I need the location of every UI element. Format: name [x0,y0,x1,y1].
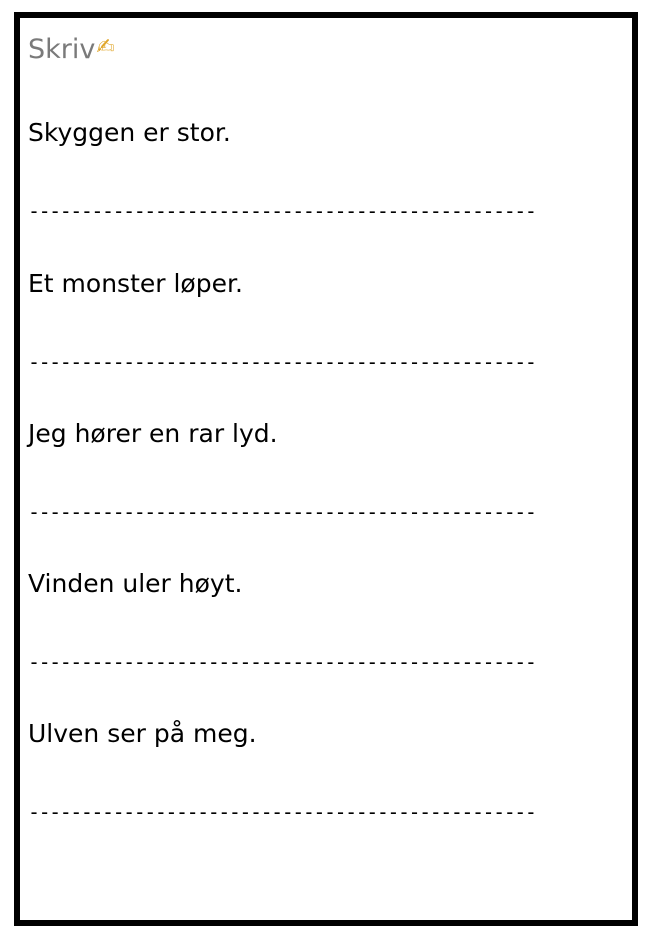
sentence-text: Vinden uler høyt. [28,569,243,598]
exercise-3 [28,419,628,524]
writing-line: ------------------------------------------------ [28,650,536,674]
writing-line: ------------------------------------------------ [28,199,536,223]
sentence-text: Ulven ser på meg. [28,719,257,748]
sentence-text: Jeg hører en rar lyd. [28,419,278,448]
worksheet [14,12,638,926]
header-title: Skriv [28,34,96,65]
worksheet-header [28,34,115,68]
writing-line: ------------------------------------------------ [28,800,536,824]
sentence-text: Skyggen er stor. [28,118,231,147]
writing-line: ------------------------------------------------ [28,500,536,524]
exercise-5 [28,719,628,824]
sentence-text: Et monster løper. [28,269,243,298]
writing-line: ------------------------------------------------ [28,350,536,374]
exercise-4 [28,569,628,674]
exercise-2 [28,269,628,374]
writing-hand-icon: ✍ [96,35,115,60]
exercise-1 [28,118,628,223]
